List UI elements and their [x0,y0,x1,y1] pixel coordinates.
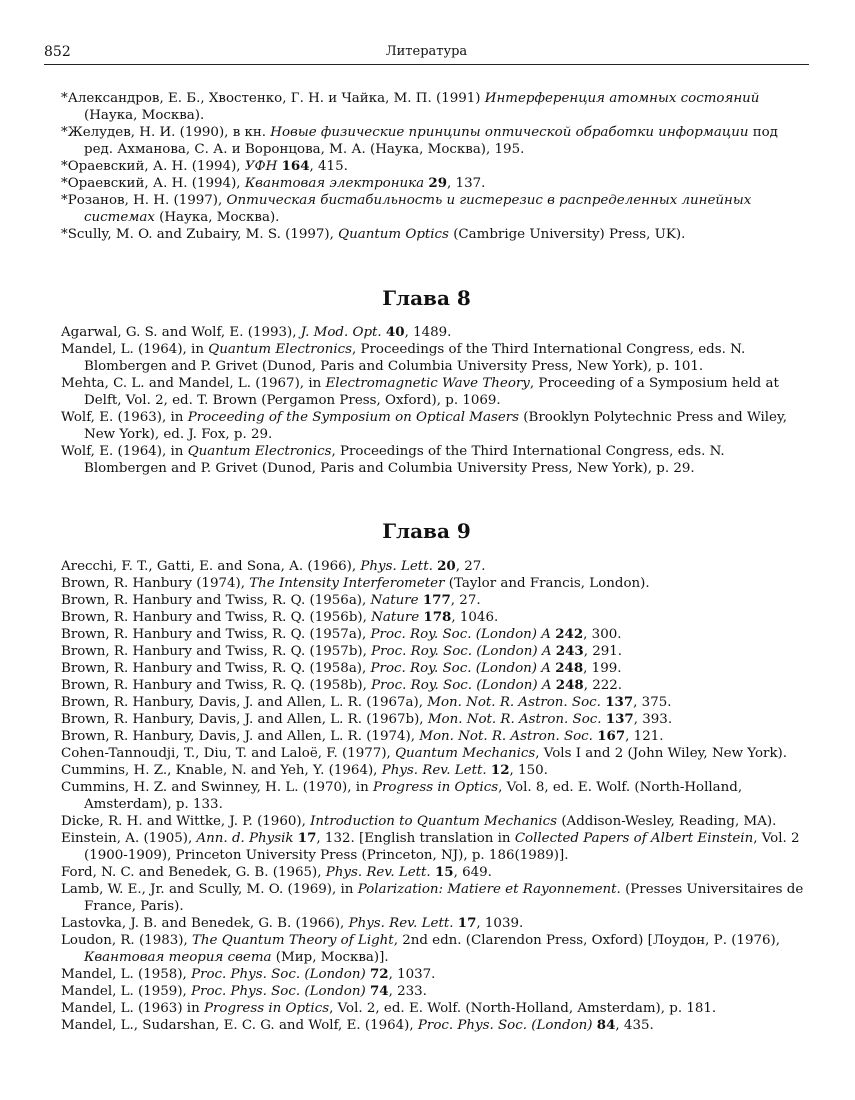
reference-entry [61,124,809,158]
reference-text: , 291. [583,644,623,659]
reference-volume: 40 [385,324,405,340]
reference-entry [61,813,809,830]
reference-text: , 132. [English translation in [316,831,515,846]
reference-volume: 12 [490,762,510,778]
reference-text: , Proceeding of a Symposium held at Delft, Vol. 2, ed. T. Brown (Pergamon Press, Oxford), p. 1069. [84,376,779,408]
reference-text: Agarwal, G. S. and Wolf, E. (1993), [61,325,301,340]
reference-text: , 435. [615,1018,654,1033]
reference-volume: 164 [281,158,310,174]
reference-entry [61,643,809,660]
reference-entry [61,609,809,626]
reference-text: Cohen-Tannoudji, T., Diu, T. and Laloë, F. (1977), [61,746,396,761]
reference-text: , 233. [388,984,427,999]
reference-title: Mon. Not. R. Astron. Soc. [427,712,602,727]
reference-title: Mon. Not. R. Astron. Soc. [419,729,593,744]
reference-entry [61,324,809,341]
chapter-8-heading: Глава 8 [382,286,471,310]
reference-entry [61,660,809,677]
reference-entry [61,158,809,175]
reference-text: Ford, N. C. and Benedek, G. B. (1965), [61,865,326,880]
reference-list-chapter-9 [61,558,809,1034]
reference-text: , 27. [455,559,486,574]
reference-volume: 29 [428,175,448,191]
reference-volume: 84 [596,1017,616,1033]
reference-entry [61,711,809,728]
reference-text: (Taylor and Francis, London). [444,576,650,591]
reference-text: (Presses Universitaires de France, Paris). [84,882,804,914]
reference-text: , Vols I and 2 (John Wiley, New York). [535,746,788,761]
reference-title: Progress in Optics [372,780,499,795]
reference-entry [61,592,809,609]
reference-entry [61,409,809,443]
reference-entry [61,626,809,643]
reference-entry [61,575,809,592]
reference-text: , 1046. [451,610,499,625]
reference-entry [61,864,809,881]
reference-entry [61,443,809,477]
reference-text: , Vol. 2, ed. E. Wolf. (North-Holland, Amsterdam), p. 181. [329,1001,717,1016]
reference-text: , 2nd edn. (Clarendon Press, Oxford) [Лоудон, Р. (1976), [393,933,780,948]
reference-text: Lamb, W. E., Jr. and Scully, M. O. (1969), in [61,882,358,897]
reference-title: Квантовая теория света [84,950,272,965]
reference-entry [61,677,809,694]
reference-title: Quantum Electronics [208,342,352,357]
reference-title: Nature [371,610,420,625]
reference-title: The Intensity Interferometer [249,576,445,591]
reference-text: (Addison-Wesley, Reading, MA). [557,814,777,829]
reference-volume: 72 [369,966,389,982]
reference-text: , 121. [625,729,664,744]
reference-volume: 178 [423,609,452,625]
reference-text: Brown, R. Hanbury and Twiss, R. Q. (1957b), [61,644,372,659]
reference-text: Mandel, L. (1964), in [61,342,209,357]
reference-entry [61,728,809,745]
reference-entry [61,341,809,375]
reference-volume: 248 [555,660,584,676]
reference-title: Phys. Rev. Lett. [325,865,431,880]
reference-text: , 199. [583,661,622,676]
reference-volume: 17 [457,915,477,931]
reference-entry [61,90,809,124]
reference-volume: 177 [422,592,451,608]
page-number: 852 [44,44,71,60]
reference-title: Proc. Roy. Soc. (London) A [371,678,552,693]
reference-title: Интерференция атомных состояний [484,91,760,106]
reference-entry [61,881,809,915]
reference-title: Quantum Electronics [187,444,332,459]
reference-title: УФН [244,159,278,174]
reference-entry [61,745,809,762]
reference-text: , 1489. [404,325,452,340]
reference-entry [61,1017,809,1034]
reference-text: , 150. [509,763,548,778]
reference-text: , 137. [447,176,486,191]
reference-text: , 649. [453,865,492,880]
reference-text: , 27. [450,593,481,608]
reference-text: , 300. [583,627,622,642]
reference-text: , 415. [309,159,348,174]
reference-text: *Александров, Е. Б., Хвостенко, Г. Н. и Чайка, М. П. (1991) [61,91,485,106]
reference-entry [61,762,809,779]
reference-text: *Розанов, Н. Н. (1997), [61,193,227,208]
reference-volume: 74 [369,983,389,999]
reference-text: (Наука, Москва). [84,108,205,123]
reference-entry [61,192,809,226]
reference-title: Collected Papers of Albert Einstein [514,831,754,846]
reference-text: , Vol. 8, ed. E. Wolf. (North-Holland, Amsterdam), p. 133. [84,780,743,812]
reference-text: Dicke, R. H. and Wittke, J. P. (1960), [61,814,311,829]
reference-title: Introduction to Quantum Mechanics [310,814,558,829]
reference-entry [61,915,809,932]
reference-text: Wolf, E. (1963), in [61,410,188,425]
reference-title: Phys. Rev. Lett. [348,916,454,931]
reference-text: Brown, R. Hanbury, Davis, J. and Allen, L. R. (1967b), [61,712,428,727]
reference-text: Mandel, L. (1958), [61,967,192,982]
reference-text: (Мир, Москва)]. [271,950,389,965]
reference-title: The Quantum Theory of Light [191,933,394,948]
reference-text: , 375. [633,695,672,710]
reference-text: Loudon, R. (1983), [61,933,192,948]
reference-title: Proc. Phys. Soc. (London) [417,1018,593,1033]
reference-entry [61,932,809,966]
reference-text: Mandel, L. (1959), [61,984,192,999]
reference-title: Ann. d. Physik [196,831,294,846]
reference-text: Cummins, H. Z. and Swinney, H. L. (1970), in [61,780,373,795]
reference-title: Proc. Phys. Soc. (London) [191,967,366,982]
reference-text: Brown, R. Hanbury and Twiss, R. Q. (1958b), [61,678,372,693]
reference-entry [61,558,809,575]
chapter-9-heading: Глава 9 [382,519,471,543]
reference-title: Electromagnetic Wave Theory [325,376,530,391]
reference-text: Einstein, A. (1905), [61,831,197,846]
reference-text: , 1037. [388,967,436,982]
reference-title: Proc. Phys. Soc. (London) [191,984,366,999]
reference-text: Arecchi, F. T., Gatti, E. and Sona, A. (1966), [61,559,361,574]
reference-entry [61,830,809,864]
reference-entry [61,694,809,711]
reference-entry [61,375,809,409]
reference-title: Phys. Lett. [360,559,433,574]
reference-text: Brown, R. Hanbury (1974), [61,576,250,591]
reference-text: Brown, R. Hanbury, Davis, J. and Allen, L. R. (1967a), [61,695,428,710]
reference-text: Lastovka, J. B. and Benedek, G. B. (1966), [61,916,349,931]
reference-volume: 243 [555,643,584,659]
reference-title: J. Mod. Opt. [300,325,382,340]
reference-text: *Желудев, Н. И. (1990), в кн. [61,125,271,140]
reference-text: Brown, R. Hanbury, Davis, J. and Allen, L. R. (1974), [61,729,420,744]
reference-title: Quantum Optics [338,227,449,242]
reference-title: Квантовая электроника [244,176,425,191]
reference-list-chapter-8 [61,324,809,477]
reference-title: Оптическая бистабильность и гистерезис в распределенных линейных системах [84,193,752,225]
reference-volume: 242 [555,626,584,642]
reference-text: Mehta, C. L. and Mandel, L. (1967), in [61,376,326,391]
reference-title: Mon. Not. R. Astron. Soc. [427,695,601,710]
running-head: Литература [385,44,468,59]
reference-volume: 248 [555,677,584,693]
reference-text: Mandel, L. (1963) in [61,1001,204,1016]
reference-text: , Proceedings of the Third International Congress, eds. N. Blombergen and P. Grivet (Dunod, Paris and Columbia University Press, New York), p. 101. [84,342,746,374]
reference-entry [61,1000,809,1017]
reference-title: Quantum Mechanics [395,746,536,761]
reference-entry [61,983,809,1000]
reference-entry [61,966,809,983]
reference-entry [61,175,809,192]
reference-text: , 1039. [476,916,524,931]
reference-text: Brown, R. Hanbury and Twiss, R. Q. (1956b), [61,610,372,625]
reference-text: , Vol. 2 (1900-1909), Princeton University Press (Princeton, NJ), p. 186(1989)]. [84,831,800,863]
reference-title: Polarization: Matiere et Rayonnement. [357,882,621,897]
reference-text: , 393. [633,712,673,727]
reference-text: (Cambrige University) Press, UK). [448,227,686,242]
reference-text: под ред. Ахманова, С. А. и Воронцова, М. А. (Наука, Москва), 195. [84,125,778,157]
page-header [44,42,809,65]
reference-volume: 167 [597,728,626,744]
reference-list-russian [61,90,809,243]
reference-text: (Brooklyn Polytechnic Press and Wiley, New York), ed. J. Fox, p. 29. [84,410,788,442]
reference-title: Proceeding of the Symposium on Optical Masers [187,410,520,425]
reference-title: Новые физические принципы оптической обработки информации [270,125,749,140]
reference-volume: 137 [605,711,634,727]
reference-volume: 20 [437,558,456,574]
reference-volume: 17 [297,830,317,846]
reference-text: Wolf, E. (1964), in [61,444,188,459]
reference-text: *Ораевский, А. Н. (1994), [61,176,245,191]
reference-text: *Scully, M. O. and Zubairy, M. S. (1997), [61,227,339,242]
reference-volume: 137 [605,694,634,710]
reference-text: Brown, R. Hanbury and Twiss, R. Q. (1957a), [61,627,371,642]
reference-text: Cummins, H. Z., Knable, N. and Yeh, Y. (1964), [61,763,382,778]
reference-title: Nature [370,593,419,608]
reference-title: Proc. Roy. Soc. (London) A [371,644,552,659]
reference-entry [61,226,809,243]
reference-title: Proc. Roy. Soc. (London) A [370,627,551,642]
reference-text: , 222. [583,678,623,693]
reference-title: Phys. Rev. Lett. [381,763,487,778]
reference-volume: 15 [434,864,454,880]
reference-text: , Proceedings of the Third International Congress, eds. N. Blombergen and P. Grivet (Dunod, Paris and Columbia University Press, New York), p. 29. [84,444,725,476]
reference-title: Proc. Roy. Soc. (London) A [370,661,551,676]
reference-title: Progress in Optics [203,1001,330,1016]
reference-text: Brown, R. Hanbury and Twiss, R. Q. (1956a), [61,593,371,608]
reference-entry [61,779,809,813]
reference-text: Brown, R. Hanbury and Twiss, R. Q. (1958a), [61,661,371,676]
reference-text: Mandel, L., Sudarshan, E. C. G. and Wolf, E. (1964), [61,1018,418,1033]
reference-text: (Наука, Москва). [154,210,280,225]
reference-text: *Ораевский, А. Н. (1994), [61,159,245,174]
